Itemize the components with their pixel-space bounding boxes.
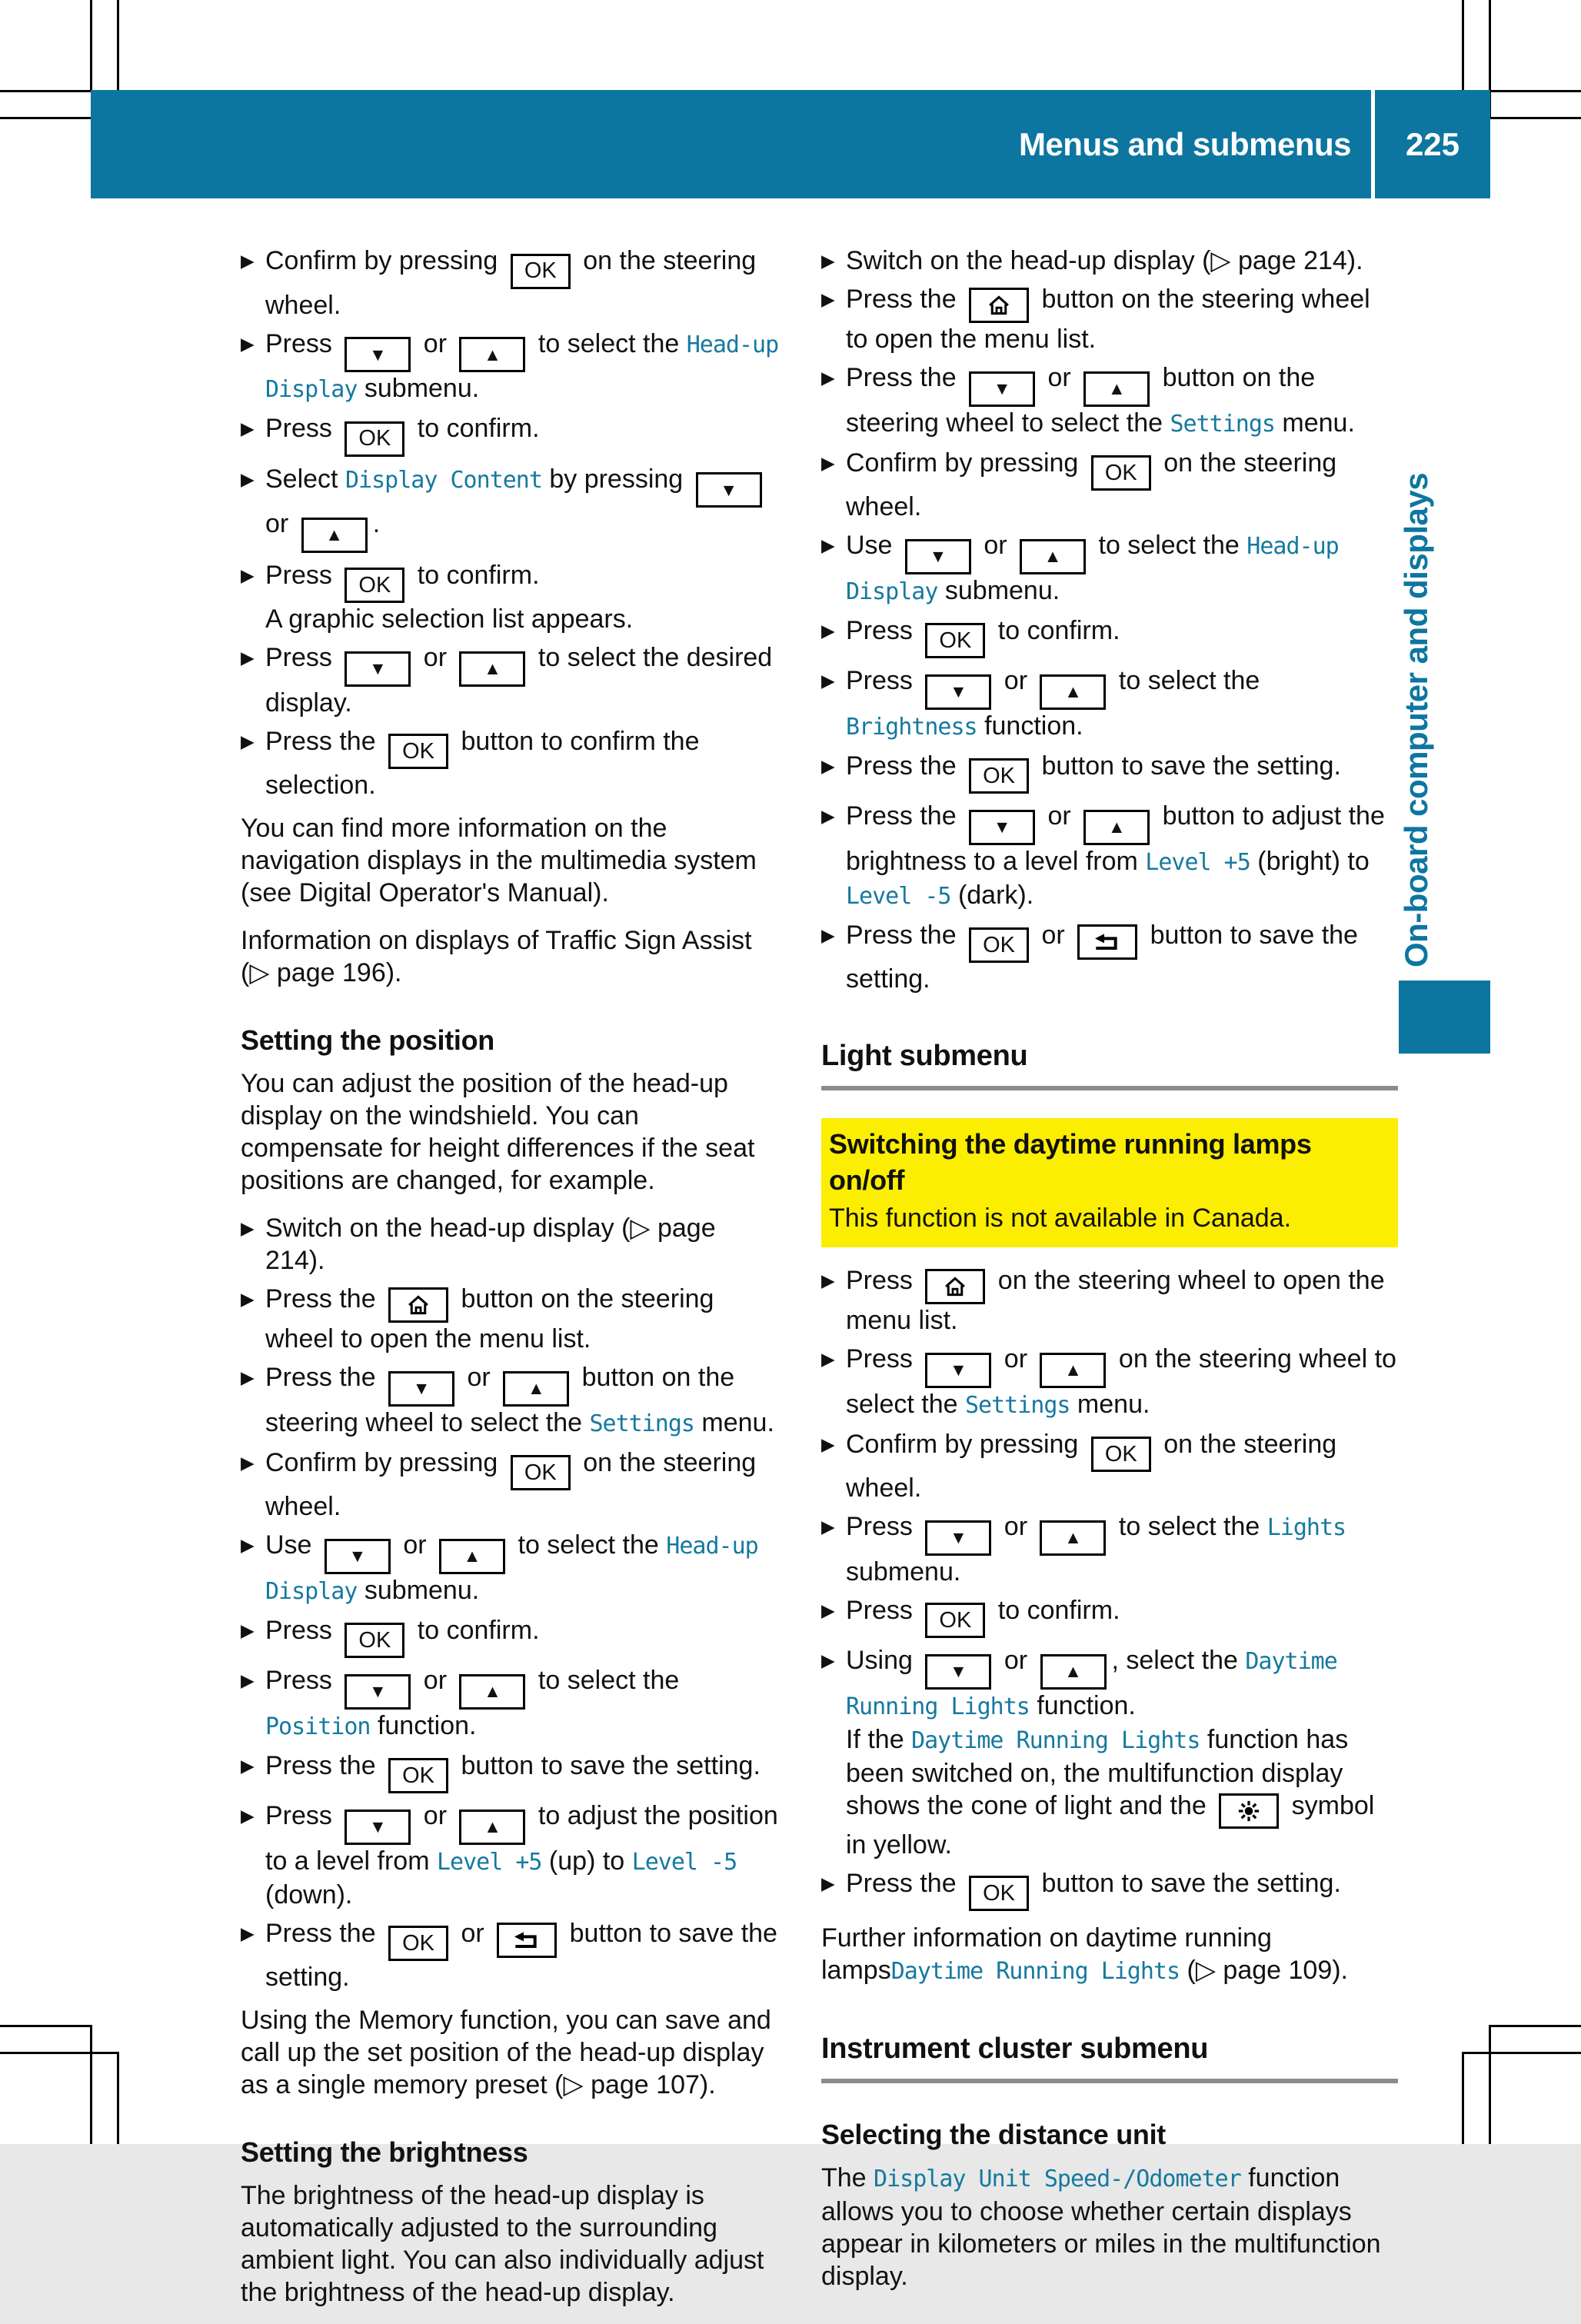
section-heading-group	[821, 2033, 1398, 2083]
step-text: Press the OK button to save the setting.	[846, 1867, 1341, 1912]
menu-item-name: Head-up Display	[265, 1533, 758, 1605]
instruction-step	[241, 1361, 779, 1440]
bullet-triangle-icon: ▶	[241, 468, 255, 489]
instruction-step	[821, 750, 1398, 794]
step-text: Press the OK button to save the setting.	[846, 750, 1341, 794]
up-arrow-key-icon: ▲	[1083, 371, 1150, 407]
step-text: Press ▼ or ▲ to select the desired display.	[265, 643, 773, 718]
bullet-triangle-icon: ▶	[241, 1289, 255, 1309]
ok-key-icon: OK	[511, 1455, 571, 1490]
step-text: Press OK to confirm.	[846, 614, 1120, 659]
step-text: Press ▼ or ▲ on the steering wheel to select the Settings menu.	[846, 1344, 1396, 1419]
menu-item-name: Lights	[1266, 1514, 1346, 1541]
step-text: Use ▼ or ▲ to select the Head-up Display submenu.	[846, 531, 1339, 605]
menu-item-name: Daytime Running Lights	[890, 1958, 1180, 1985]
step-text: Press OK to confirm.	[265, 412, 540, 457]
instruction-step	[821, 1510, 1398, 1588]
instruction-step	[241, 1750, 779, 1794]
down-arrow-key-icon: ▼	[925, 1520, 991, 1556]
bullet-triangle-icon: ▶	[821, 1270, 835, 1290]
page-title: Menus and submenus	[1018, 125, 1351, 162]
bullet-triangle-icon: ▶	[821, 1600, 835, 1620]
crop-mark	[1489, 2025, 1581, 2027]
down-arrow-key-icon: ▼	[325, 1539, 391, 1574]
back-key-icon	[1077, 924, 1137, 960]
chapter-sidebar-label: On-board computer and displays	[1398, 472, 1434, 967]
bullet-triangle-icon: ▶	[821, 924, 835, 945]
bullet-triangle-icon: ▶	[241, 1218, 255, 1238]
menu-item-name: Daytime Running Lights	[911, 1726, 1200, 1754]
up-arrow-key-icon: ▲	[1040, 1520, 1106, 1556]
section-rule	[821, 1086, 1398, 1090]
ok-key-icon: OK	[969, 927, 1029, 963]
paragraph: The brightness of the head-up display is automatically adjusted to the surrounding ambient light. You can also individually adjust the brightness of the head-up display.	[241, 2181, 764, 2307]
crop-mark	[117, 2052, 119, 2144]
instruction-step	[241, 245, 779, 321]
ok-key-icon: OK	[925, 623, 985, 658]
paragraph: The Display Unit Speed-/Odometer function allows you to choose whether certain displays appear in kilometers or miles in the multifunction display.	[821, 2163, 1381, 2291]
up-arrow-key-icon: ▲	[459, 337, 525, 372]
instruction-step	[821, 919, 1398, 996]
bullet-triangle-icon: ▶	[821, 1517, 835, 1537]
bullet-triangle-icon: ▶	[241, 1452, 255, 1473]
instruction-step	[241, 1529, 779, 1608]
section-heading: Light submenu	[821, 1040, 1028, 1072]
up-arrow-key-icon: ▲	[503, 1371, 569, 1407]
home-key-icon	[388, 1287, 448, 1323]
step-text: Press ▼ or ▲ to select the Brightness function.	[846, 666, 1260, 741]
menu-item-name: Display Unit Speed-/Odometer	[874, 2166, 1241, 2192]
instruction-step	[821, 245, 1398, 277]
up-arrow-key-icon: ▲	[459, 651, 525, 687]
instruction-step	[821, 361, 1398, 441]
menu-item-name: Position	[265, 1713, 371, 1740]
up-arrow-key-icon: ▲	[1020, 539, 1086, 574]
bullet-triangle-icon: ▶	[821, 1873, 835, 1893]
crop-mark	[1489, 117, 1581, 119]
step-text: Using ▼ or ▲ , select the Daytime Running Lights function. If the Daytime Running Lights function has been switched on, the multifunction display shows the cone of light and the symbol in yellow.	[846, 1646, 1375, 1860]
up-arrow-key-icon: ▲	[1040, 674, 1106, 710]
down-arrow-key-icon: ▼	[969, 371, 1035, 407]
menu-item-name: Display Content	[344, 466, 542, 494]
section-heading: Instrument cluster submenu	[821, 2033, 1209, 2065]
menu-item-name: Settings	[1170, 410, 1275, 438]
up-arrow-key-icon: ▲	[439, 1539, 505, 1574]
back-key-icon	[497, 1923, 557, 1958]
down-arrow-key-icon: ▼	[344, 651, 411, 687]
bullet-triangle-icon: ▶	[821, 1433, 835, 1454]
bullet-triangle-icon: ▶	[821, 1349, 835, 1369]
subsection-heading: Selecting the distance unit	[821, 2119, 1166, 2150]
instruction-step	[241, 1800, 779, 1911]
ok-key-icon: OK	[388, 1758, 448, 1793]
step-text: Press ▼ or ▲ to adjust the position to a level from Level +5 (up) to Level -5 (down).	[265, 1801, 778, 1909]
crop-mark	[90, 0, 92, 91]
page-number: 225	[1405, 125, 1460, 162]
step-text: Confirm by pressing OK on the steering wheel.	[846, 1429, 1337, 1503]
down-arrow-key-icon: ▼	[905, 539, 971, 574]
home-key-icon	[969, 288, 1029, 323]
home-key-icon	[925, 1269, 985, 1304]
instruction-step	[241, 412, 779, 457]
paragraph: Using the Memory function, you can save and call up the set position of the head-up display as a single memory preset (▷ page 107).	[241, 2006, 771, 2099]
step-text: Switch on the head-up display (▷ page 214).	[846, 246, 1363, 275]
step-text: Switch on the head-up display (▷ page 214).	[265, 1214, 716, 1275]
step-text: Press the button on the steering wheel to open the menu list.	[846, 285, 1370, 354]
instruction-step	[241, 1917, 779, 1994]
step-text: Press OK to confirm.	[265, 1614, 540, 1659]
crop-mark	[90, 2025, 92, 2144]
crop-mark	[0, 90, 91, 92]
menu-item-name: Head-up Display	[846, 533, 1339, 605]
down-arrow-key-icon: ▼	[388, 1371, 454, 1407]
instruction-step	[241, 559, 779, 636]
step-text: Use ▼ or ▲ to select the Head-up Display submenu.	[265, 1530, 758, 1605]
bullet-triangle-icon: ▶	[821, 671, 835, 691]
bullet-triangle-icon: ▶	[241, 1620, 255, 1640]
step-text: Select Display Content by pressing ▼ or ▲ .	[265, 463, 779, 553]
highlighted-text: This function is not available in Canada.	[829, 1204, 1292, 1233]
ok-key-icon: OK	[344, 568, 404, 603]
instruction-step	[241, 1283, 779, 1355]
menu-item-name: Level +5	[1145, 848, 1250, 876]
bullet-triangle-icon: ▶	[241, 418, 255, 438]
ok-key-icon: OK	[511, 254, 571, 289]
bullet-triangle-icon: ▶	[821, 620, 835, 641]
bullet-triangle-icon: ▶	[821, 755, 835, 776]
down-arrow-key-icon: ▼	[696, 472, 762, 508]
step-text: Press ▼ or ▲ to select the Head-up Display submenu.	[265, 328, 779, 403]
menu-item-name: Settings	[964, 1391, 1070, 1419]
instruction-step	[241, 1664, 779, 1743]
down-arrow-key-icon: ▼	[925, 1353, 991, 1388]
bullet-triangle-icon: ▶	[821, 251, 835, 271]
crop-mark	[0, 2025, 92, 2027]
instruction-step	[821, 283, 1398, 355]
highlighted-heading: Switching the daytime running lamps on/off	[829, 1128, 1312, 1196]
daytime-running-lights-icon	[1219, 1793, 1279, 1829]
ok-key-icon: OK	[1091, 1437, 1151, 1472]
instruction-step	[821, 1644, 1398, 1861]
step-text: Press ▼ or ▲ to select the Lights submenu.	[846, 1512, 1346, 1587]
menu-item-name: Settings	[589, 1410, 694, 1437]
bullet-triangle-icon: ▶	[241, 333, 255, 354]
step-text: Press the OK or button to save the setting.	[265, 1918, 777, 1992]
up-arrow-key-icon: ▲	[1040, 1654, 1107, 1690]
ok-key-icon: OK	[925, 1603, 985, 1638]
ok-key-icon: OK	[344, 421, 404, 457]
instruction-step	[241, 1614, 779, 1659]
crop-mark	[1489, 2025, 1491, 2144]
subsection-heading: Setting the position	[241, 1024, 494, 1056]
bullet-triangle-icon: ▶	[821, 806, 835, 826]
bullet-triangle-icon: ▶	[241, 1367, 255, 1387]
paragraph: You can find more information on the navigation displays in the multimedia system (see Digital Operator's Manual).	[241, 814, 757, 907]
instruction-step	[821, 664, 1398, 744]
bullet-triangle-icon: ▶	[241, 731, 255, 751]
bullet-triangle-icon: ▶	[821, 535, 835, 555]
menu-item-name: Brightness	[846, 713, 977, 741]
bullet-triangle-icon: ▶	[241, 648, 255, 668]
right-column	[821, 245, 1398, 2308]
instruction-step	[241, 1447, 779, 1523]
ok-key-icon: OK	[344, 1623, 404, 1658]
instruction-step	[821, 614, 1398, 659]
page-header	[91, 90, 1490, 198]
ok-key-icon: OK	[1091, 455, 1151, 491]
instruction-step	[821, 1594, 1398, 1639]
bullet-triangle-icon: ▶	[821, 289, 835, 309]
crop-mark	[1462, 2052, 1464, 2144]
step-text: Press the ▼ or ▲ button on the steering wheel to select the Settings menu.	[265, 1363, 774, 1437]
step-text: Press OK to confirm. A graphic selection list appears.	[265, 560, 634, 634]
menu-item-name: Daytime Running Lights	[846, 1648, 1337, 1720]
up-arrow-key-icon: ▲	[459, 1674, 525, 1710]
instruction-step	[821, 800, 1398, 913]
step-text: Press OK to confirm.	[846, 1594, 1120, 1639]
menu-item-name: Head-up Display	[265, 331, 779, 403]
crop-mark	[1462, 0, 1464, 91]
section-heading-group	[821, 1040, 1398, 1090]
ok-key-icon: OK	[388, 1926, 448, 1961]
chapter-tab	[1399, 981, 1490, 1054]
paragraph: Information on displays of Traffic Sign Assist (▷ page 196).	[241, 926, 752, 987]
menu-item-name: Level +5	[436, 1848, 542, 1876]
step-text: Confirm by pressing OK on the steering wheel.	[265, 1447, 757, 1521]
bullet-triangle-icon: ▶	[241, 1923, 255, 1943]
ok-key-icon: OK	[969, 1876, 1029, 1911]
step-text: Press the OK button to confirm the selection.	[265, 726, 700, 800]
subsection-heading: Setting the brightness	[241, 2136, 528, 2168]
down-arrow-key-icon: ▼	[344, 337, 411, 372]
up-arrow-key-icon: ▲	[301, 518, 368, 553]
highlighted-note	[821, 1118, 1398, 1247]
crop-mark	[1462, 2052, 1581, 2054]
left-column	[241, 245, 779, 2324]
instruction-step	[821, 1264, 1398, 1337]
step-text: Confirm by pressing OK on the steering wheel.	[846, 448, 1337, 521]
step-text: Press the ▼ or ▲ button to adjust the brightness to a level from Level +5 (bright) to Level -5 (dark).	[846, 801, 1385, 910]
menu-item-name: Level -5	[631, 1848, 737, 1876]
bullet-triangle-icon: ▶	[821, 452, 835, 473]
bullet-triangle-icon: ▶	[241, 1670, 255, 1690]
bullet-triangle-icon: ▶	[821, 368, 835, 388]
bullet-triangle-icon: ▶	[241, 1535, 255, 1555]
instruction-step	[241, 725, 779, 802]
instruction-step	[821, 447, 1398, 524]
step-text: Confirm by pressing OK on the steering wheel.	[265, 246, 757, 320]
instruction-step	[241, 641, 779, 719]
bullet-triangle-icon: ▶	[241, 1806, 255, 1826]
paragraph: You can adjust the position of the head-up display on the windshield. You can compensate for height differences if the seat positions are changed, for example.	[241, 1069, 755, 1195]
bullet-triangle-icon: ▶	[241, 1755, 255, 1776]
instruction-step	[241, 328, 779, 407]
bullet-triangle-icon: ▶	[241, 564, 255, 585]
instruction-step	[821, 529, 1398, 608]
crop-mark	[0, 2052, 119, 2054]
step-text: Press the OK button to save the setting.	[265, 1750, 761, 1794]
down-arrow-key-icon: ▼	[925, 674, 991, 710]
down-arrow-key-icon: ▼	[344, 1674, 411, 1710]
ok-key-icon: OK	[969, 758, 1029, 794]
ok-key-icon: OK	[388, 734, 448, 769]
menu-item-name: Level -5	[846, 882, 951, 910]
instruction-step	[821, 1867, 1398, 1912]
section-rule	[821, 2079, 1398, 2083]
step-text: Press ▼ or ▲ to select the Position function.	[265, 1666, 680, 1740]
bullet-triangle-icon: ▶	[821, 1650, 835, 1670]
down-arrow-key-icon: ▼	[969, 810, 1035, 845]
up-arrow-key-icon: ▲	[1040, 1353, 1106, 1388]
bullet-triangle-icon: ▶	[241, 251, 255, 271]
step-text: Press on the steering wheel to open the menu list.	[846, 1266, 1385, 1335]
down-arrow-key-icon: ▼	[344, 1810, 411, 1845]
step-text: Press the OK or button to save the setting.	[846, 920, 1358, 994]
down-arrow-key-icon: ▼	[925, 1654, 991, 1690]
instruction-step	[241, 463, 779, 553]
step-text: Press the ▼ or ▲ button on the steering wheel to select the Settings menu.	[846, 363, 1355, 438]
step-text: Press the button on the steering wheel to open the menu list.	[265, 1284, 714, 1353]
up-arrow-key-icon: ▲	[1083, 810, 1150, 845]
instruction-step	[241, 1212, 779, 1277]
instruction-step	[821, 1343, 1398, 1422]
paragraph: Further information on daytime running lampsDaytime Running Lights (▷ page 109).	[821, 1923, 1349, 1985]
up-arrow-key-icon: ▲	[459, 1810, 525, 1845]
instruction-step	[821, 1428, 1398, 1505]
